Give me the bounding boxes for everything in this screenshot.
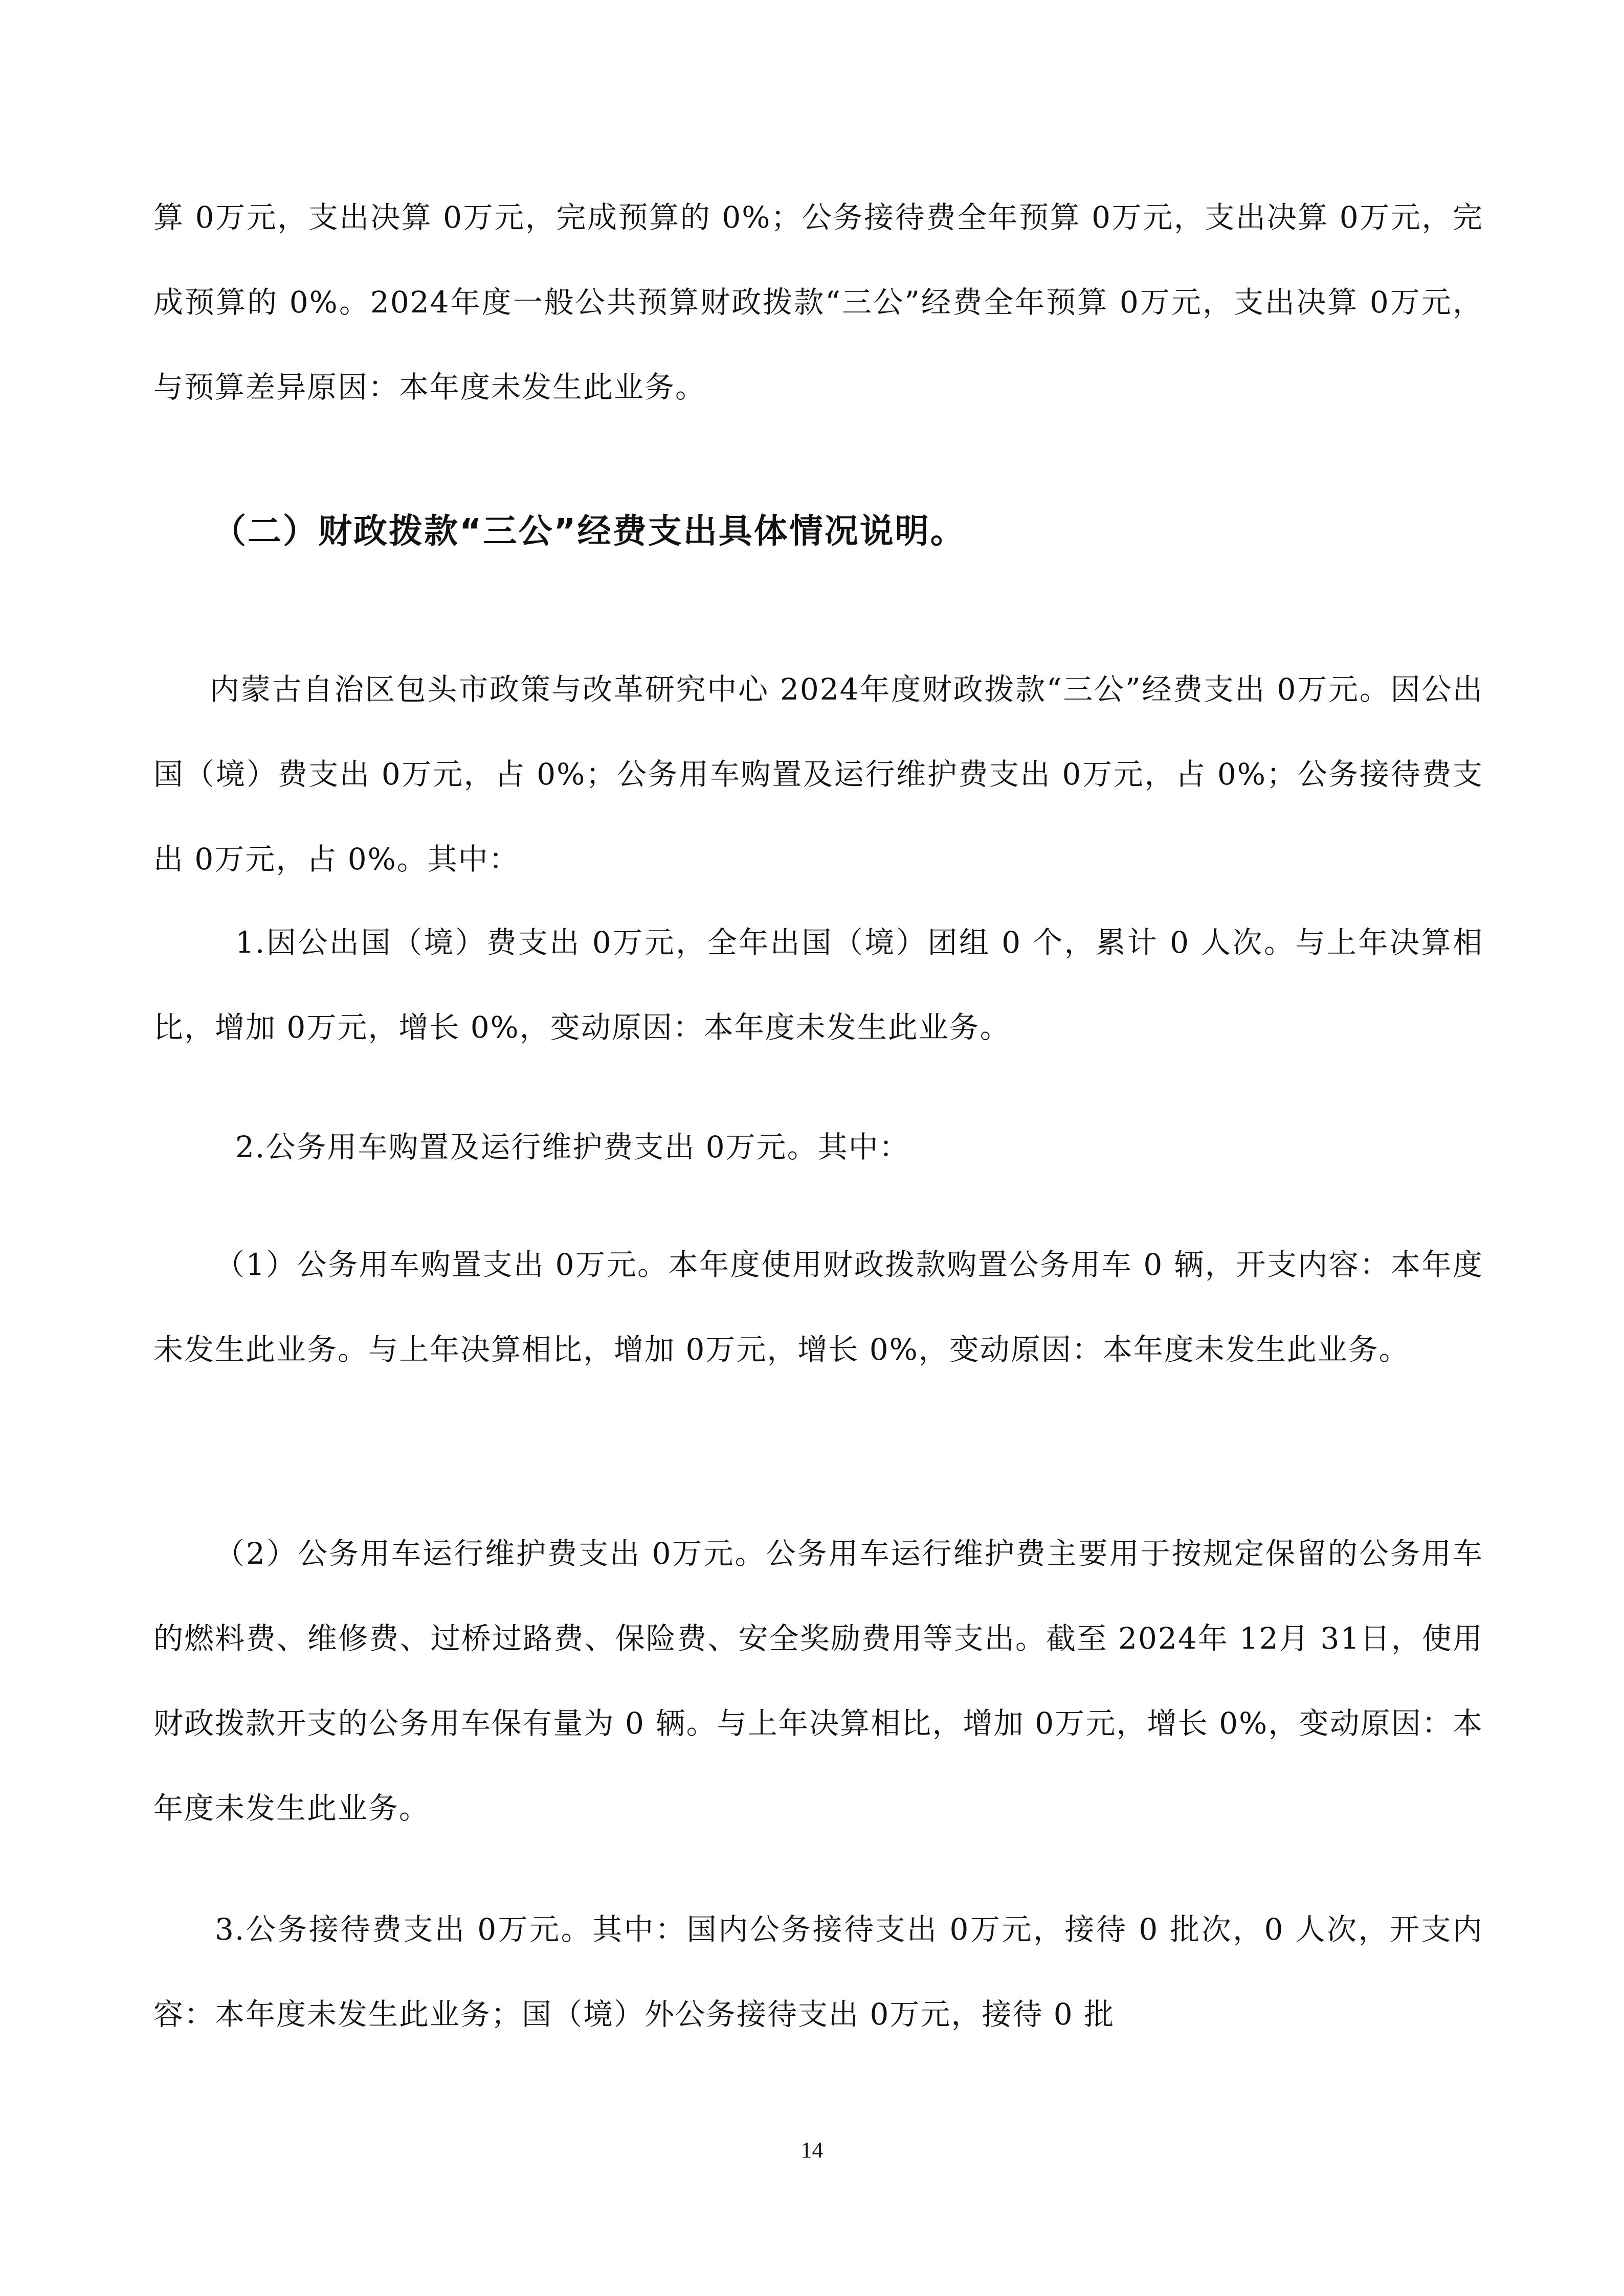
paragraph-reception-expenses: 3.公务接待费支出 0万元。其中：国内公务接待支出 0万元，接待 0 批次，0 人次，开支内容：本年度未发生此业务；国（境）外公务接待支出 0万元，接待 0 批 <box>153 1912 1483 2032</box>
paragraph-budget-summary: 算 0万元，支出决算 0万元，完成预算的 0%；公务接待费全年预算 0万元，支出决算 0万元，完成预算的 0%。2024年度一般公共预算财政拨款“三公”经费全年预算 0万元，支出决算 0万元，与预算差异原因：本年度未发生此业务。 <box>153 200 1483 404</box>
page-number: 14 <box>800 2137 824 2163</box>
paragraph-vehicle-purchase: （1）公务用车购置支出 0万元。本年度使用财政拨款购置公务用车 0 辆，开支内容：本年度未发生此业务。与上年决算相比，增加 0万元，增长 0%，变动原因：本年度未发生此业务。 <box>153 1247 1483 1367</box>
paragraph-overseas-travel: 1.因公出国（境）费支出 0万元，全年出国（境）团组 0 个，累计 0 人次。与上年决算相比，增加 0万元，增长 0%，变动原因：本年度未发生此业务。 <box>153 925 1483 1045</box>
paragraph-expense-overview: 内蒙古自治区包头市政策与改革研究中心 2024年度财政拨款“三公”经费支出 0万元。因公出国（境）费支出 0万元，占 0%；公务用车购置及运行维护费支出 0万元，占 0%；公务接待费支出 0万元，占 0%。其中： <box>153 672 1483 876</box>
paragraph-vehicle-expenses: 2.公务用车购置及运行维护费支出 0万元。其中： <box>235 1130 910 1164</box>
section-heading-three-public-expenses: （二）财政拨款“三公”经费支出具体情况说明。 <box>212 511 966 551</box>
paragraph-vehicle-maintenance: （2）公务用车运行维护费支出 0万元。公务用车运行维护费主要用于按规定保留的公务用车的燃料费、维修费、过桥过路费、保险费、安全奖励费用等支出。截至 2024年 12月 31日，使用财政拨款开支的公务用车保有量为 0 辆。与上年决算相比，增加 0万元，增长 0%，变动原因：本年度未发生此业务。 <box>153 1536 1483 1826</box>
